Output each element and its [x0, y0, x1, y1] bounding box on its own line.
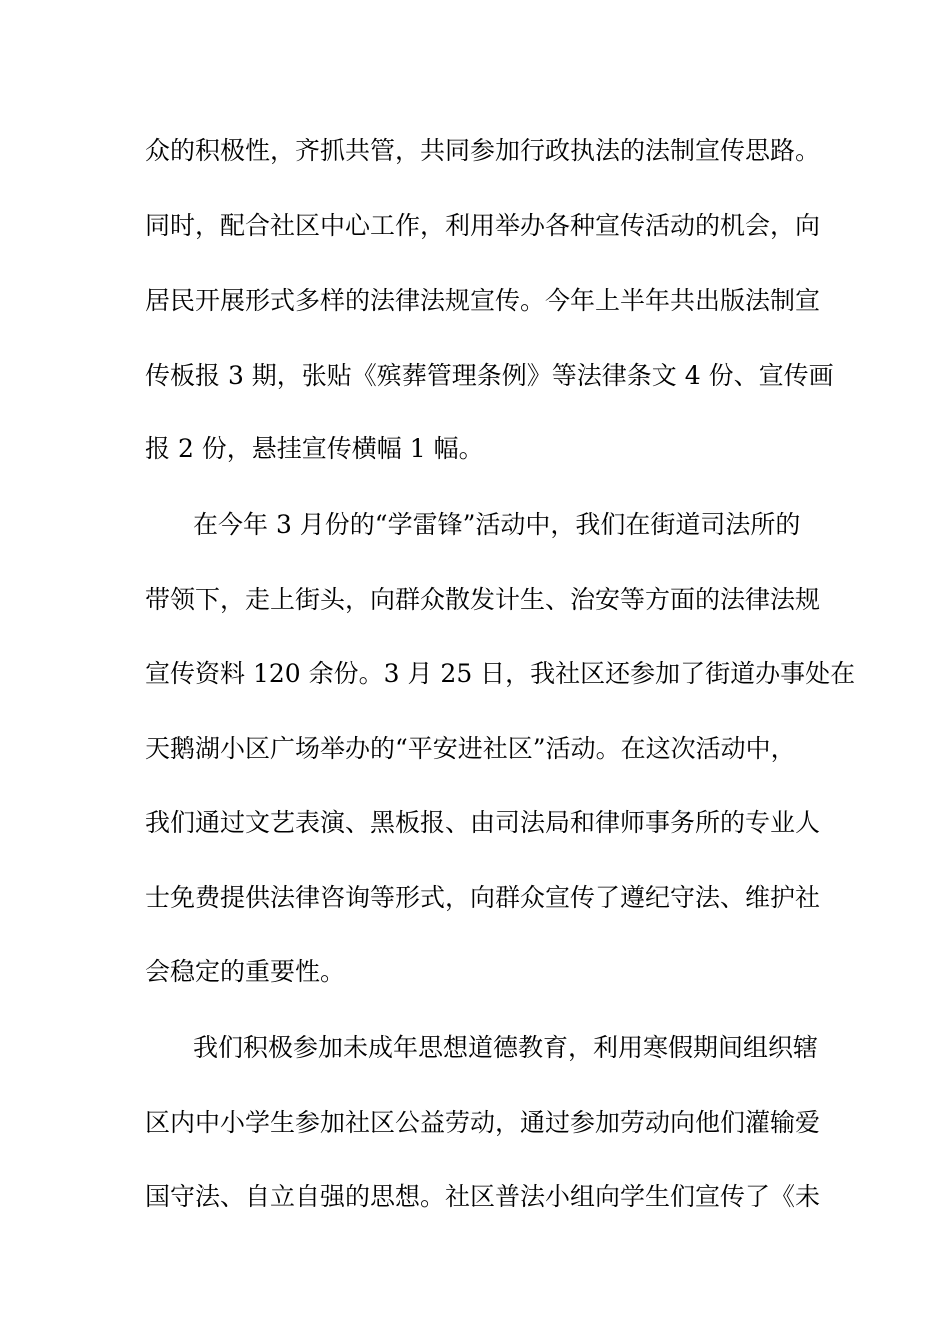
- text-line: 宣传资料 120 余份。3 月 25 日，我社区还参加了街道办事处在: [145, 659, 856, 688]
- text-line: 同时，配合社区中心工作，利用举办各种宣传活动的机会，向: [145, 211, 821, 240]
- text-line: 我们积极参加未成年思想道德教育，利用寒假期间组织辖: [193, 1033, 819, 1062]
- text-line: 带领下，走上街头，向群众散发计生、治安等方面的法律法规: [145, 585, 821, 614]
- text-line: 在今年 3 月份的“学雷锋”活动中，我们在街道司法所的: [193, 510, 801, 539]
- text-line: 士免费提供法律咨询等形式，向群众宣传了遵纪守法、维护社: [145, 883, 821, 912]
- text-line: 居民开展形式多样的法律法规宣传。今年上半年共出版法制宣: [145, 286, 821, 315]
- text-line: 报 2 份，悬挂宣传横幅 1 幅。: [145, 434, 484, 463]
- text-line: 区内中小学生参加社区公益劳动，通过参加劳动向他们灌输爱: [145, 1108, 821, 1137]
- text-line: 传板报 3 期，张贴《殡葬管理条例》等法律条文 4 份、宣传画: [145, 361, 834, 390]
- text-line: 众的积极性，齐抓共管，共同参加行政执法的法制宣传思路。: [145, 136, 821, 165]
- text-line: 天鹅湖小区广场举办的“平安进社区”活动。在这次活动中，: [145, 734, 796, 763]
- text-line: 国守法、自立自强的思想。社区普法小组向学生们宣传了《未: [145, 1182, 821, 1211]
- text-line: 我们通过文艺表演、黑板报、由司法局和律师事务所的专业人: [145, 808, 821, 837]
- text-line: 会稳定的重要性。: [145, 957, 346, 986]
